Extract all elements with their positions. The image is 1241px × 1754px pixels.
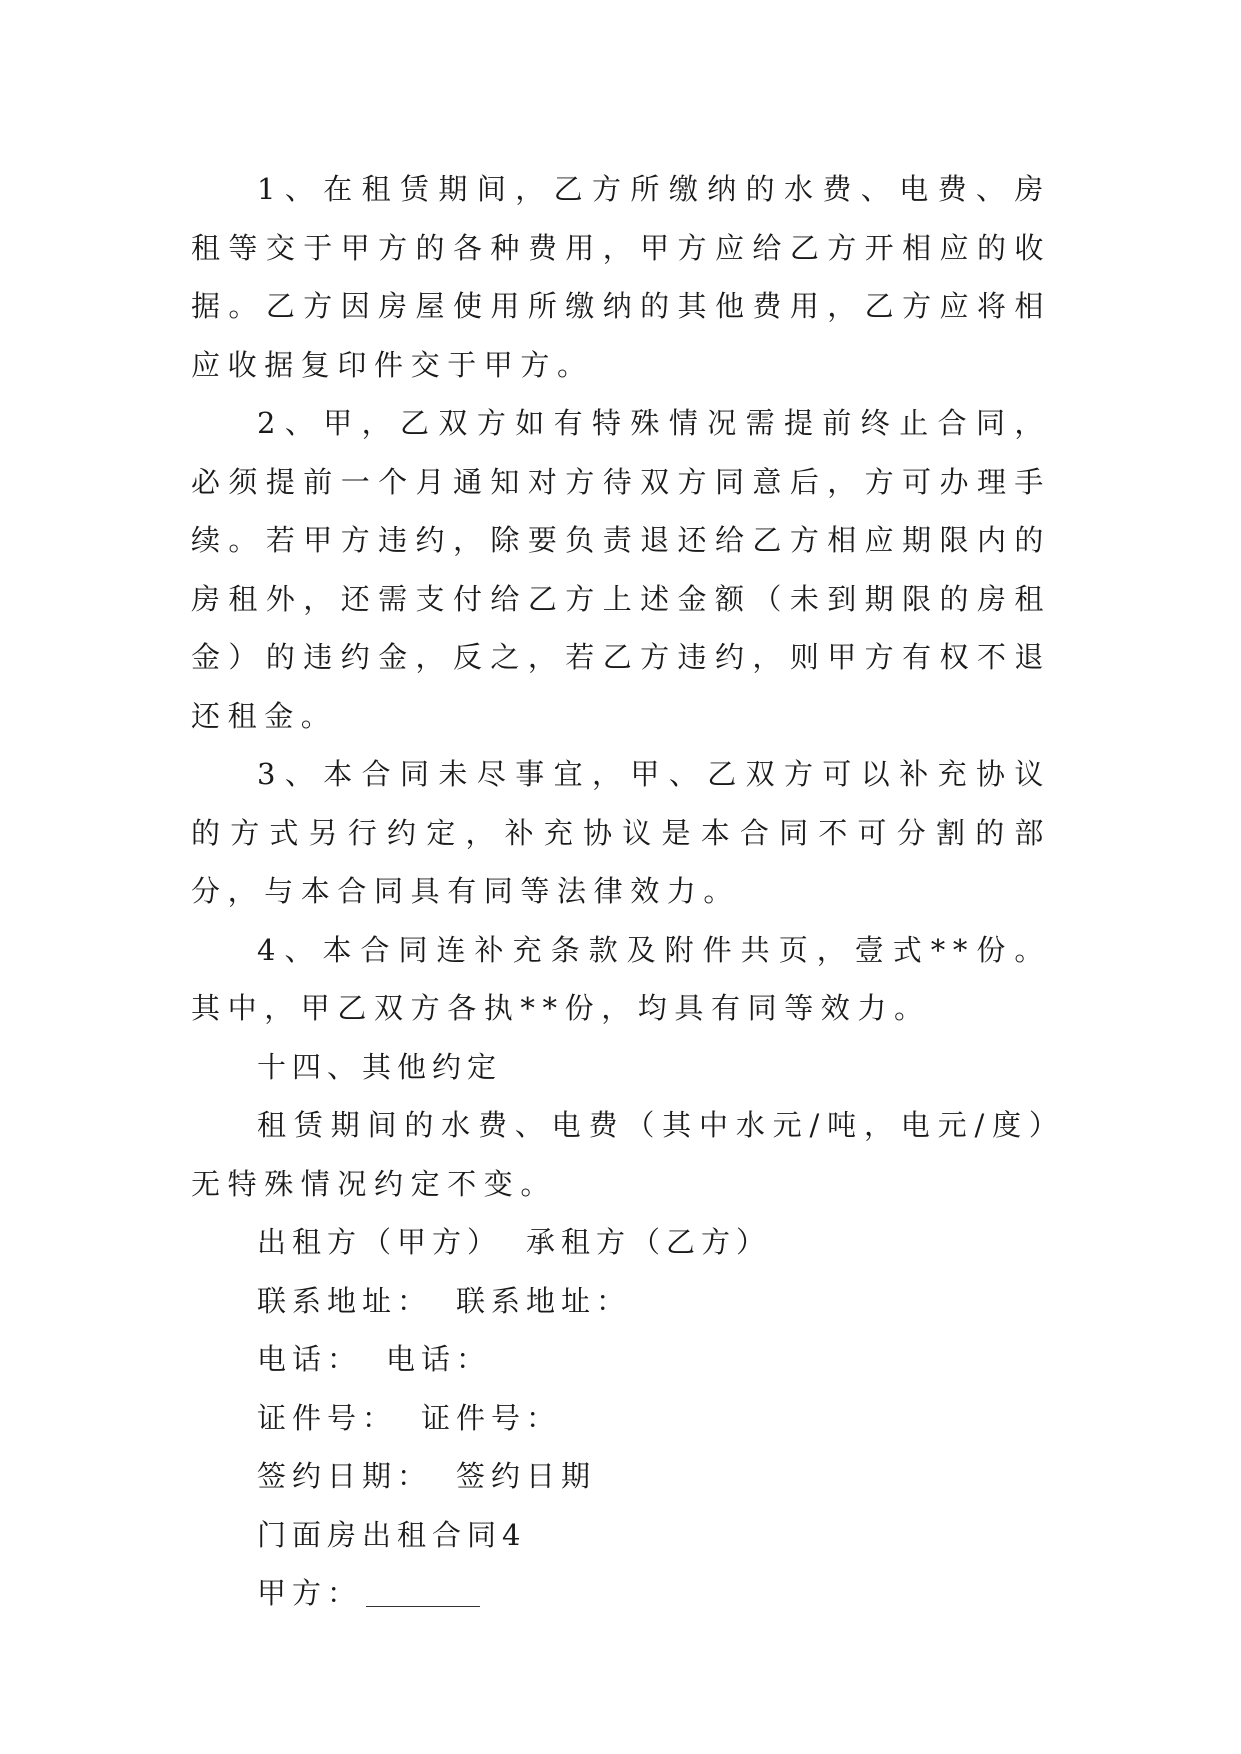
clause-2: 2、甲，乙双方如有特殊情况需提前终止合同，必须提前一个月通知对方待双方同意后，方可办理手续。若甲方违约，除要负责退还给乙方相应期限内的房租外，还需支付给乙方上述金额（未到期限的房租金）的违约金，反之，若乙方违约，则甲方有权不退还租金。 bbox=[191, 406, 1051, 733]
lessor-label: 出租方（甲方） bbox=[257, 1225, 503, 1259]
party-a-blank bbox=[366, 1576, 480, 1607]
clause-4: 4、本合同连补充条款及附件共页，壹式**份。其中，甲乙双方各执**份，均具有同等效力。 bbox=[191, 932, 1051, 1025]
id-label-a: 证件号： bbox=[257, 1400, 398, 1435]
signature-parties bbox=[191, 1213, 1051, 1272]
address-label-b: 联系地址： bbox=[456, 1283, 632, 1318]
party-a-line bbox=[191, 1564, 1051, 1623]
next-contract-title: 门面房出租合同4 bbox=[257, 1517, 527, 1552]
clause-3: 3、本合同未尽事宜，甲、乙双方可以补充协议的方式另行约定，补充协议是本合同不可分割的部分，与本合同具有同等法律效力。 bbox=[191, 757, 1051, 908]
party-a-label: 甲方： bbox=[257, 1576, 363, 1610]
clause-1: 1、在租赁期间，乙方所缴纳的水费、电费、房租等交于甲方的各种费用，甲方应给乙方开相应的收据。乙方因房屋使用所缴纳的其他费用，乙方应将相应收据复印件交于甲方。 bbox=[191, 172, 1051, 382]
lessee-label: 承租方（乙方） bbox=[526, 1225, 772, 1259]
id-label-b: 证件号： bbox=[421, 1400, 562, 1435]
document-body bbox=[191, 160, 1051, 1623]
date-label-a: 签约日期： bbox=[257, 1459, 433, 1493]
signature-address bbox=[191, 1272, 1051, 1331]
signature-date bbox=[191, 1447, 1051, 1506]
signature-id bbox=[191, 1389, 1051, 1448]
address-label-a: 联系地址： bbox=[257, 1283, 433, 1318]
phone-label-a: 电话： bbox=[257, 1342, 363, 1376]
date-label-b: 签约日期 bbox=[456, 1459, 597, 1493]
section-body: 租赁期间的水费、电费（其中水元/吨，电元/度）无特殊情况约定不变。 bbox=[191, 1108, 1051, 1201]
section-title: 十四、其他约定 bbox=[257, 1049, 503, 1084]
signature-phone bbox=[191, 1330, 1051, 1389]
phone-label-b: 电话： bbox=[386, 1342, 492, 1376]
